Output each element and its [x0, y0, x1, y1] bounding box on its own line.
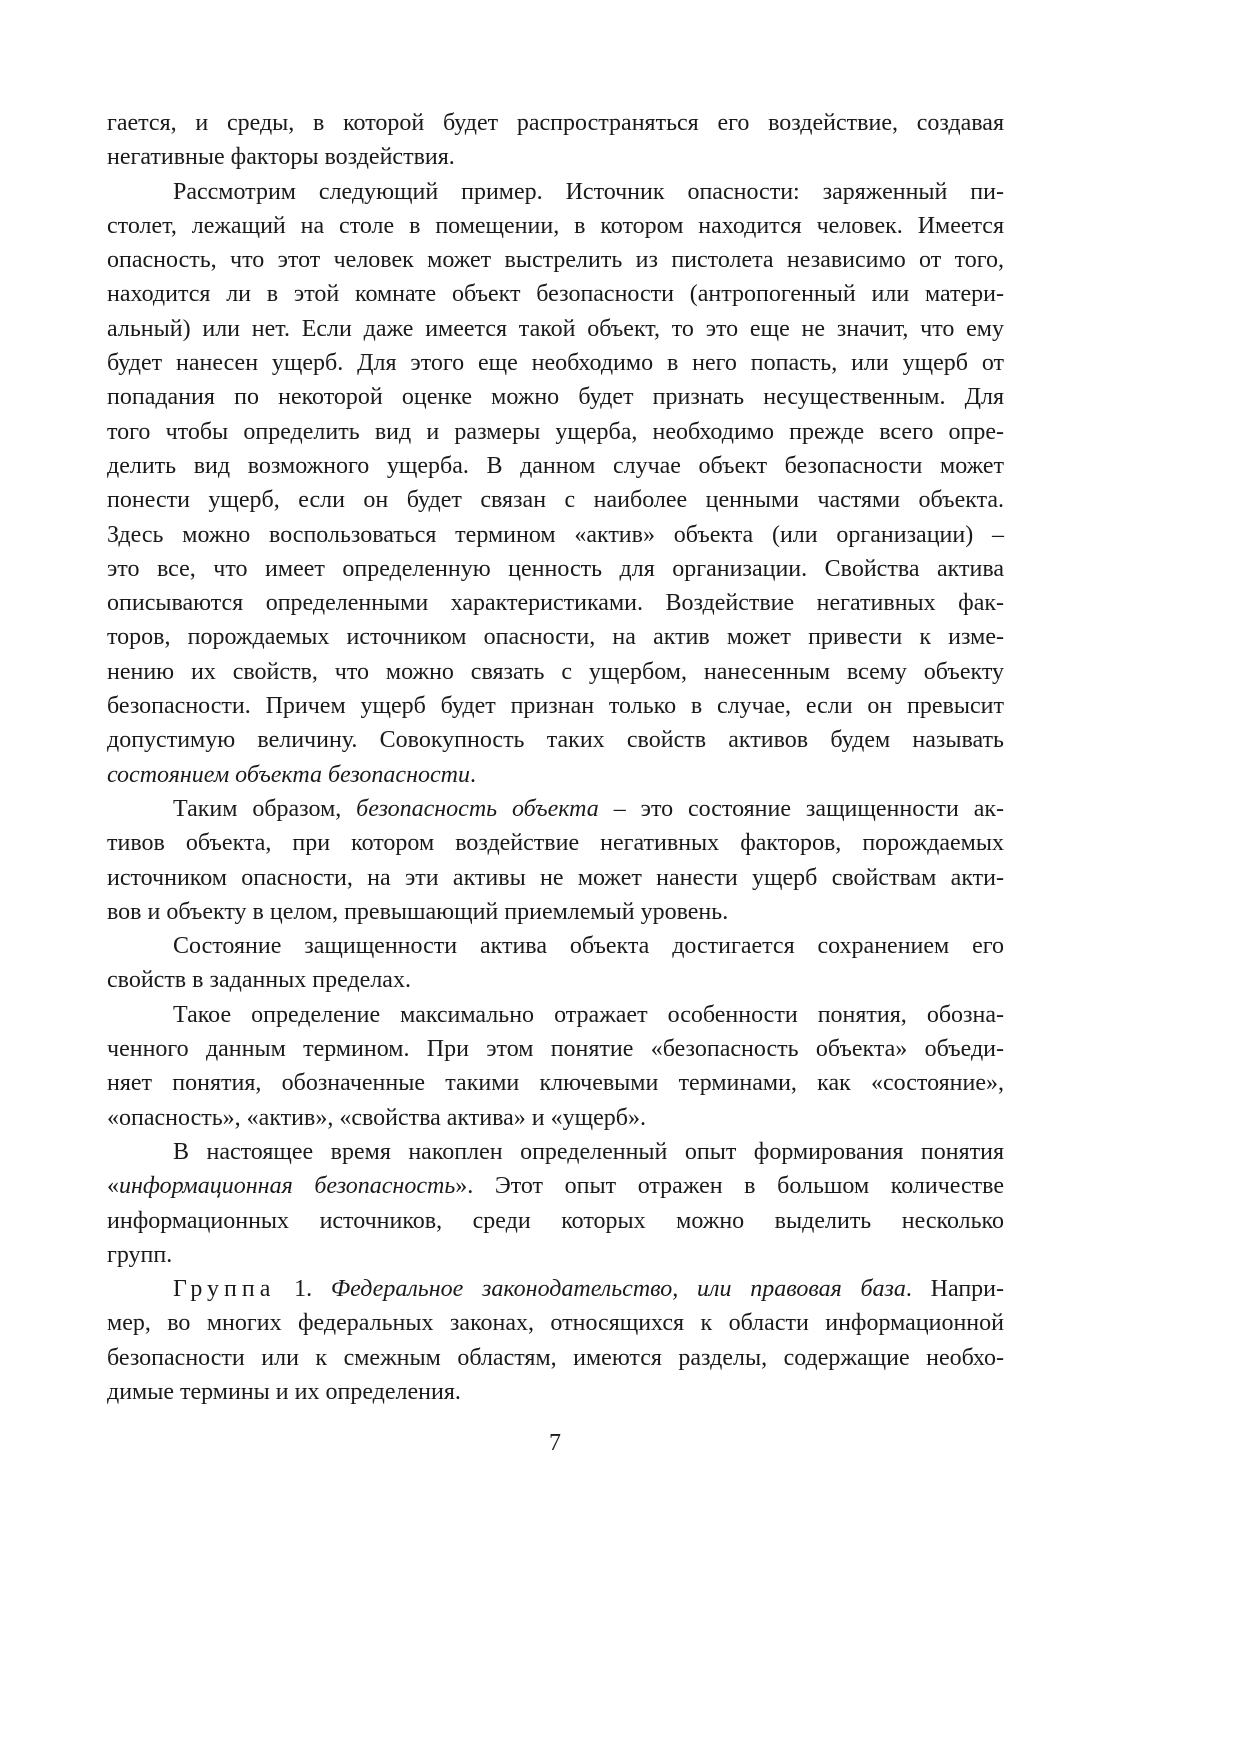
- text-line: мер, во многих федеральных законах, относящихся к области информационной: [107, 1310, 1004, 1337]
- text-line: Здесь можно воспользоваться термином «актив» объекта (или организации) –: [107, 521, 1004, 548]
- text-segment: .: [469, 761, 476, 788]
- page-body-text: [107, 106, 1004, 1409]
- text-line: источником опасности, на эти активы не может нанести ущерб свойствам акти-: [107, 864, 1004, 891]
- paragraph: [107, 998, 1004, 1135]
- text-line: торов, порождаемых источником опасности, на актив может привести к изме-: [107, 624, 1004, 651]
- text-segment: «: [107, 1173, 119, 1200]
- text-line: столет, лежащий на столе в помещении, в котором находится человек. Имеется: [107, 212, 1004, 239]
- italic-term: информационная безопасность: [119, 1173, 456, 1200]
- paragraph: [107, 175, 1004, 792]
- text-segment: – это состояние защищенности ак-: [598, 795, 1005, 822]
- text-line: это все, что имеет определенную ценность для организации. Свойства актива: [107, 555, 1004, 582]
- text-line: находится ли в этой комнате объект безопасности (антропогенный или матери-: [107, 281, 1004, 308]
- text-line: альный) или нет. Если даже имеется такой объект, то это еще не значит, что ему: [107, 315, 1004, 342]
- italic-term: Федеральное законодательство, или правовая база: [330, 1276, 906, 1303]
- italic-term: состоянием объекта безопасности: [107, 761, 470, 788]
- text-line: тивов объекта, при котором воздействие негативных факторов, порождаемых: [107, 830, 1004, 857]
- paragraph: [107, 106, 1004, 175]
- text-line: [107, 792, 1004, 826]
- text-segment: ». Этот опыт отражен в большом количестве: [455, 1173, 1004, 1200]
- text-line: Такое определение максимально отражает особенности понятия, обозна-: [173, 1001, 1004, 1028]
- text-line: негативные факторы воздействия.: [107, 144, 455, 171]
- text-line: безопасности. Причем ущерб будет признан только в случае, если он превысит: [107, 693, 1004, 720]
- text-line: будет нанесен ущерб. Для этого еще необходимо в него попасть, или ущерб от: [107, 350, 1004, 377]
- text-line: того чтобы определить вид и размеры ущерба, необходимо прежде всего опре-: [107, 418, 1004, 445]
- text-line: [107, 1272, 1004, 1306]
- paragraph: [107, 792, 1004, 929]
- text-line: вов и объекту в целом, превышающий приемлемый уровень.: [107, 898, 729, 925]
- spaced-heading: Группа: [173, 1276, 276, 1303]
- text-line: допустимую величину. Совокупность таких свойств активов будем называть: [107, 727, 1004, 754]
- text-line: Рассмотрим следующий пример. Источник опасности: заряженный пи-: [173, 178, 1004, 205]
- text-line: попадания по некоторой оценке можно будет признать несущественным. Для: [107, 384, 1004, 411]
- text-line: ченного данным термином. При этом понятие «безопасность объекта» объеди-: [107, 1036, 1004, 1063]
- italic-term: безопасность объекта: [356, 795, 599, 822]
- text-line: свойств в заданных пределах.: [107, 967, 411, 994]
- text-line: няет понятия, обозначенные такими ключевыми терминами, как «состояние»,: [107, 1070, 1004, 1097]
- text-line: делить вид возможного ущерба. В данном случае объект безопасности может: [107, 452, 1004, 479]
- paragraph: [107, 1272, 1004, 1409]
- paragraph: [107, 929, 1004, 998]
- text-line: димые термины и их определения.: [107, 1378, 461, 1405]
- text-line: [107, 1169, 1004, 1203]
- text-line: гается, и среды, в которой будет распространяться его воздействие, создавая: [107, 110, 1004, 136]
- page-number: 7: [549, 1430, 561, 1456]
- text-line: «опасность», «актив», «свойства актива» и «ущерб».: [107, 1104, 646, 1131]
- text-segment: . Напри-: [905, 1276, 1004, 1303]
- text-line: описываются определенными характеристиками. Воздействие негативных фак-: [107, 590, 1004, 617]
- text-line: [107, 758, 1004, 792]
- text-segment: Таким образом,: [173, 795, 357, 822]
- text-line: понести ущерб, если он будет связан с наиболее ценными частями объекта.: [107, 487, 1004, 514]
- text-line: безопасности или к смежным областям, имеются разделы, содержащие необхо-: [107, 1344, 1004, 1371]
- text-line: В настоящее время накоплен определенный опыт формирования понятия: [173, 1138, 1004, 1165]
- text-line: информационных источников, среди которых можно выделить несколько: [107, 1207, 1004, 1234]
- text-line: Состояние защищенности актива объекта достигается сохранением его: [173, 933, 1004, 960]
- text-line: опасность, что этот человек может выстрелить из пистолета независимо от того,: [107, 247, 1004, 274]
- text-line: групп.: [107, 1241, 173, 1268]
- text-line: нению их свойств, что можно связать с ущербом, нанесенным всему объекту: [107, 658, 1004, 685]
- paragraph: [107, 1135, 1004, 1272]
- text-segment: 1.: [275, 1276, 331, 1303]
